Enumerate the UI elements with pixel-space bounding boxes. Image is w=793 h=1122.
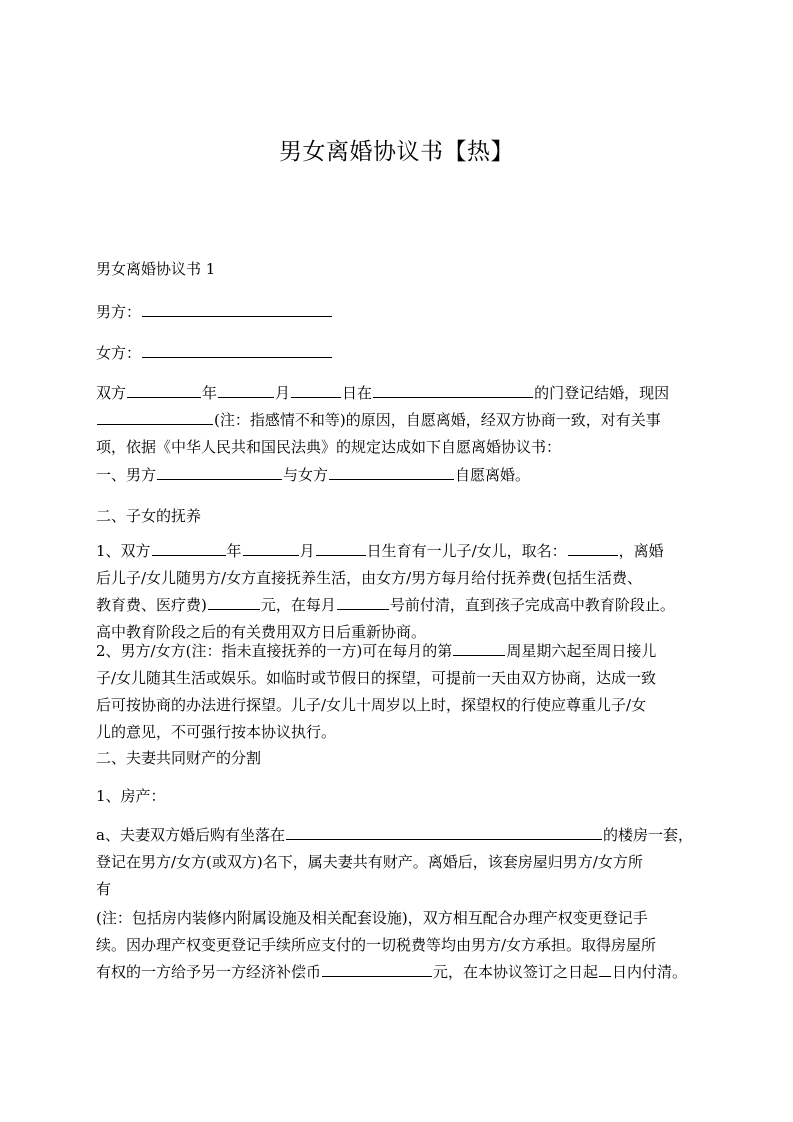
s2-2-line-3: 后可按协商的办法进行探望。儿子/女儿十周岁以上时，探望权的行使应尊重儿子/女 [96, 696, 647, 714]
support-amount-blank[interactable] [208, 594, 260, 610]
s2-1-line-4: 高中教育阶段之后的有关费用双方日后重新协商。 [96, 623, 427, 641]
s2-2-line-4: 儿的意见，不可强行按本协议执行。 [96, 723, 337, 741]
property-note [96, 905, 706, 986]
section-3-heading: 二、夫妻共同财产的分割 [96, 749, 262, 767]
visit-week-blank[interactable] [453, 640, 505, 656]
section-3-a [96, 822, 706, 903]
s3-a-line-2: 登记在男方/女方(或双方)名下，属夫妻共有财产。离婚后，该套房屋归男方/女方所 [96, 853, 643, 871]
section-1: 一、男方 与女方 自愿离婚。 [96, 466, 531, 484]
divorce-reason-blank[interactable] [97, 409, 213, 425]
female-label: 女方： [96, 344, 142, 362]
s3-a-line-3: 有 [96, 880, 112, 898]
s2-2-line-1: 2、男方/女方(注：指未直接抚养的一方)可在每月的第 周星期六起至周日接儿 [96, 642, 657, 660]
male-party-line [96, 299, 706, 326]
property-location-blank[interactable] [286, 824, 602, 840]
child-birth-month-blank[interactable] [243, 540, 299, 556]
female-party-line [96, 340, 706, 367]
s2-1-line-1: 1、双方 年 月 日生育有一儿子/女儿，取名： ，离婚 [96, 542, 664, 560]
section1-male-blank[interactable] [157, 464, 282, 480]
male-label: 男方： [96, 303, 142, 321]
section-2-2 [96, 638, 706, 746]
agreement-subtitle: 男女离婚协议书 1 [96, 260, 216, 278]
intro-line-3: 项，依据《中华人民共和国民法典》的规定达成如下自愿离婚协议书： [96, 438, 562, 456]
section-2-heading: 二、子女的抚养 [96, 507, 202, 525]
payment-day-blank[interactable] [337, 594, 389, 610]
payment-days-blank[interactable] [599, 961, 611, 977]
intro-line-1: 双方 年 月 日在 的门登记结婚，现因 [96, 384, 670, 402]
s2-1-line-2: 后儿子/女儿随男方/女方直接抚养生活，由女方/男方每月给付抚养费(包括生活费、 [96, 569, 643, 587]
compensation-amount-blank[interactable] [322, 961, 432, 977]
female-name-blank[interactable] [142, 342, 332, 358]
note-line-1: (注：包括房内装修内附属设施及相关配套设施)，双方相互配合办理产权变更登记手 [96, 909, 648, 927]
marriage-month-blank[interactable] [218, 382, 274, 398]
section-2-1 [96, 538, 706, 646]
note-line-2: 续。因办理产权变更登记手续所应支付的一切税费等均由男方/女方承担。取得房屋所 [96, 936, 657, 954]
child-birth-day-blank[interactable] [316, 540, 366, 556]
section1-female-blank[interactable] [329, 464, 454, 480]
marriage-day-blank[interactable] [291, 382, 341, 398]
s2-1-line-3: 教育费、医疗费) 元，在每月 号前付清，直到孩子完成高中教育阶段止。 [96, 596, 675, 614]
note-line-3: 有权的一方给予另一方经济补偿币 元，在本协议签订之日起 日内付清。 [96, 963, 688, 981]
s3-a-line-1: a、夫妻双方婚后购有坐落在 的楼房一套， [96, 826, 693, 844]
registration-office-blank[interactable] [373, 382, 533, 398]
male-name-blank[interactable] [142, 301, 332, 317]
intro-line-2: (注：指感情不和等)的原因，自愿离婚，经双方协商一致，对有关事 [96, 407, 706, 434]
child-name-blank[interactable] [568, 540, 618, 556]
property-heading: 1、房产： [96, 787, 166, 805]
s2-2-line-2: 子/女儿随其生活或娱乐。如临时或节假日的探望，可提前一天由双方协商，达成一致 [96, 669, 657, 687]
document-title: 男女离婚协议书【热】 [279, 139, 514, 165]
marriage-year-blank[interactable] [127, 382, 201, 398]
intro-paragraph [96, 380, 706, 461]
child-birth-year-blank[interactable] [152, 540, 226, 556]
